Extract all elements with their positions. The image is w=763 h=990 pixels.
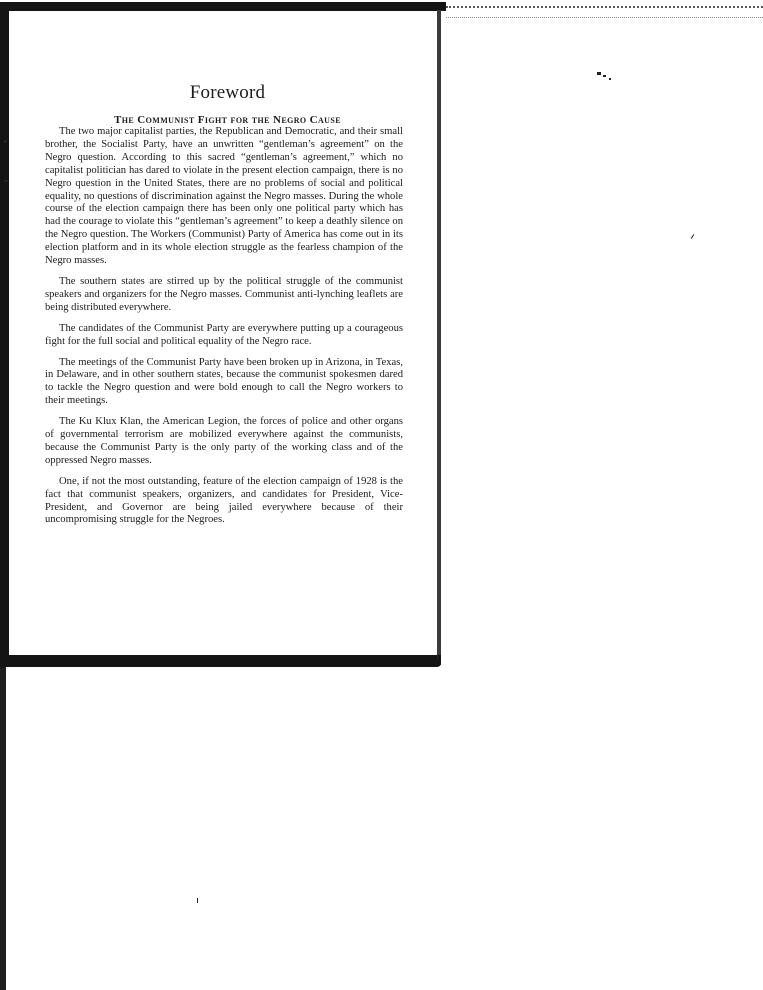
paragraph: The Ku Klux Klan, the American Legion, the forces of police and other organs of governmental terrorism are mobilized everywhere against the communists, because the Communist Party is the only party of the working class and of the oppressed Negro masses.: [45, 416, 403, 466]
scan-right-edge: [437, 10, 441, 665]
scan-dotted-edge: [446, 6, 763, 8]
scan-speck: [437, 654, 438, 660]
scan-speck: [4, 140, 7, 143]
scan-dotted-edge-lower: [446, 17, 763, 18]
scan-left-border-lower: [0, 660, 6, 990]
scan-speck: [603, 75, 606, 77]
foreword-body: [45, 126, 403, 535]
scan-speck: [691, 234, 695, 239]
paragraph: One, if not the most outstanding, feature of the election campaign of 1928 is the fact that communist speakers, organizers, and candidates for President, Vice-President, and Governor are being jailed everywhere because of their uncompromising struggle for the Negroes.: [45, 475, 403, 526]
paragraph: The two major capitalist parties, the Republican and Democratic, and their small brother, the Socialist Party, have an unwritten “gentleman’s agreement” on the Negro question. According to this sacred “gentleman’s agreement,” which no capitalist politician has dared to violate in the present election campaign, there is no Negro question in the United States, there are no problems of social and political equality, no questions of discrimination against the Negro masses. During the whole course of the election campaign there has been only one political party which has had the courage to violate this “gentleman’s agreement” to keep a deathly silence on the Negro question. The Workers (Communist) Party of America has come out in its election platform and in its whole election struggle as the fearless champion of the Negro masses.: [45, 126, 403, 267]
scan-speck: [609, 78, 611, 80]
page-title: Foreword: [189, 82, 266, 103]
page-subtitle: The Communist Fight for the Negro Cause: [114, 114, 341, 126]
scan-top-border: [0, 2, 446, 11]
scan-speck: [197, 898, 198, 903]
scan-bottom-border: [0, 655, 441, 667]
scan-speck: [597, 72, 601, 75]
scan-speck: [4, 180, 8, 182]
paragraph: The candidates of the Communist Party are everywhere putting up a courageous fight for the full social and political equality of the Negro race.: [45, 322, 403, 347]
paragraph: The southern states are stirred up by the political struggle of the communist speakers and organizers for the Negro masses. Communist anti-lynching leaflets are being distributed everywhere.: [45, 275, 403, 313]
paragraph: The meetings of the Communist Party have been broken up in Arizona, in Texas, in Delaware, and in other southern states, because the communist spokesmen dared to tackle the Negro question and were bold enough to call the Negro workers to their meetings.: [45, 356, 403, 407]
